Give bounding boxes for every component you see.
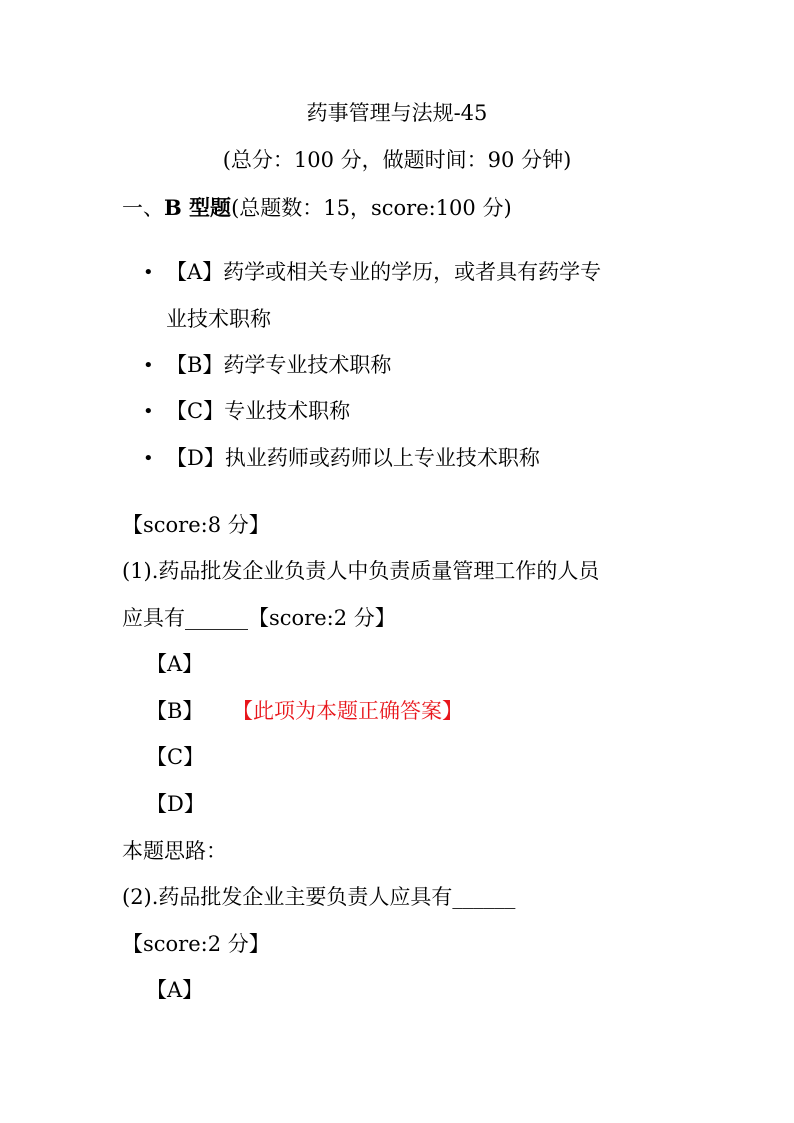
correct-answer-marker: 【此项为本题正确答案】 xyxy=(232,699,463,723)
question-1-stem-line-2: 应具有______【score:2 分】 xyxy=(122,606,396,630)
section-type: B 型题 xyxy=(164,195,232,220)
group-score: 【score:8 分】 xyxy=(122,513,270,537)
shared-option-a-line-2: 业技术职称 xyxy=(166,307,271,331)
question-2-stem-line-1: (2).药品批发企业主要负责人应具有______ xyxy=(122,885,516,909)
question-1-choice-c[interactable]: 【C】 xyxy=(146,745,205,769)
section-info: (总题数：15，score:100 分) xyxy=(231,196,512,220)
question-1-thinking-label: 本题思路： xyxy=(122,839,227,863)
shared-option-a-line-1: 【A】药学或相关专业的学历，或者具有药学专 xyxy=(166,260,602,284)
shared-option-c-text: 【C】专业技术职称 xyxy=(166,399,351,423)
question-1-stem-line-1: (1).药品批发企业负责人中负责质量管理工作的人员 xyxy=(122,559,600,583)
section-heading xyxy=(122,197,512,219)
bullet-icon: • xyxy=(143,355,154,376)
bullet-icon: • xyxy=(143,401,154,422)
question-1-choice-a[interactable]: 【A】 xyxy=(146,652,204,676)
shared-option-d-text: 【D】执业药师或药师以上专业技术职称 xyxy=(166,446,540,470)
bullet-icon: • xyxy=(143,448,154,469)
shared-option-b-text: 【B】药学专业技术职称 xyxy=(166,353,392,377)
bullet-icon: • xyxy=(143,262,154,283)
question-2-stem-line-2: 【score:2 分】 xyxy=(122,932,270,956)
question-2-choice-a[interactable]: 【A】 xyxy=(146,978,204,1002)
document-title: 药事管理与法规-45 xyxy=(306,101,488,125)
document-subtitle: (总分：100 分，做题时间：90 分钟) xyxy=(222,148,572,172)
question-1-choice-d[interactable]: 【D】 xyxy=(146,792,205,816)
question-1-choice-b[interactable]: 【B】 xyxy=(146,699,204,723)
section-number: 一、 xyxy=(122,196,164,220)
